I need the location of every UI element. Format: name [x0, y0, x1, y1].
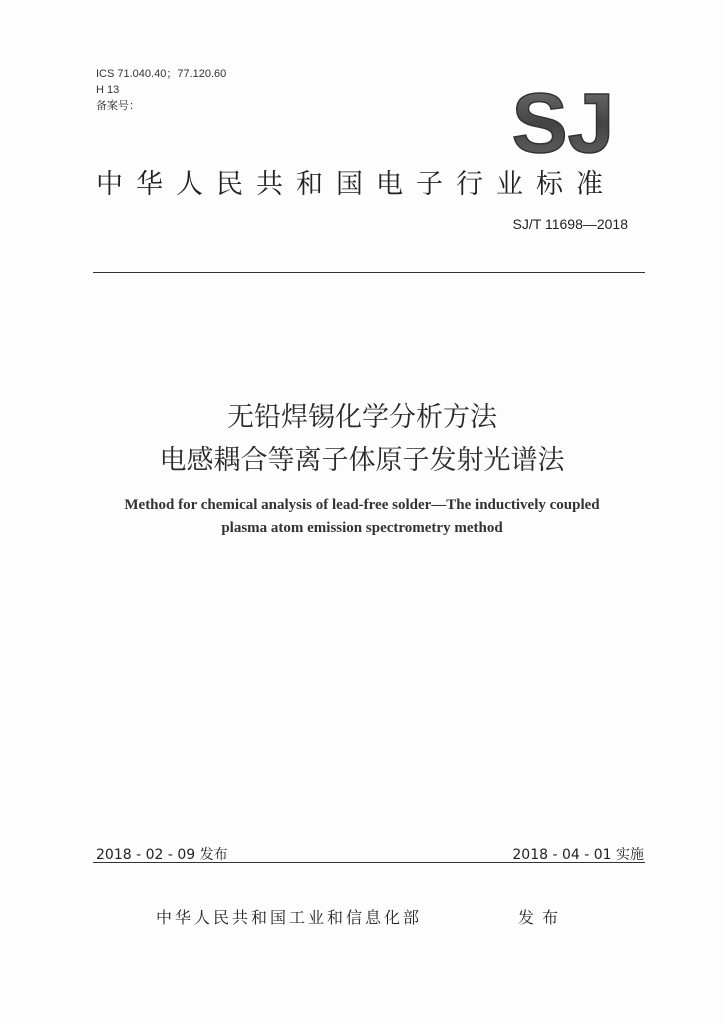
english-title-line1: Method for chemical analysis of lead-free solder—The inductively coupled: [124, 497, 600, 513]
sj-logo-text: SJ: [511, 84, 615, 160]
issuing-authority: 中华人民共和国工业和信息化部: [156, 908, 423, 927]
classification-code: H 13: [96, 84, 120, 96]
sj-logo: [508, 84, 618, 160]
standard-number: SJ/T 11698—2018: [512, 216, 628, 232]
chinese-title-line2: 电感耦合等离子体原子发射光谱法: [159, 445, 565, 476]
issue-date: 2018 - 02 - 09 发布: [96, 847, 228, 863]
filing-number-label: 备案号：: [96, 100, 140, 112]
chinese-title-line1: 无铅焊锡化学分析方法: [227, 402, 497, 433]
industry-standard-title: 中华人民共和国电子行业标准: [96, 169, 616, 200]
top-divider: [93, 272, 645, 273]
ics-code: ICS 71.040.40；77.120.60: [96, 68, 227, 80]
issue-label: 发布: [518, 908, 567, 927]
bottom-divider: [93, 862, 645, 863]
header-meta: [96, 66, 226, 114]
implementation-date: 2018 - 04 - 01 实施: [512, 847, 644, 863]
english-title-line2: plasma atom emission spectrometry method: [221, 520, 503, 536]
